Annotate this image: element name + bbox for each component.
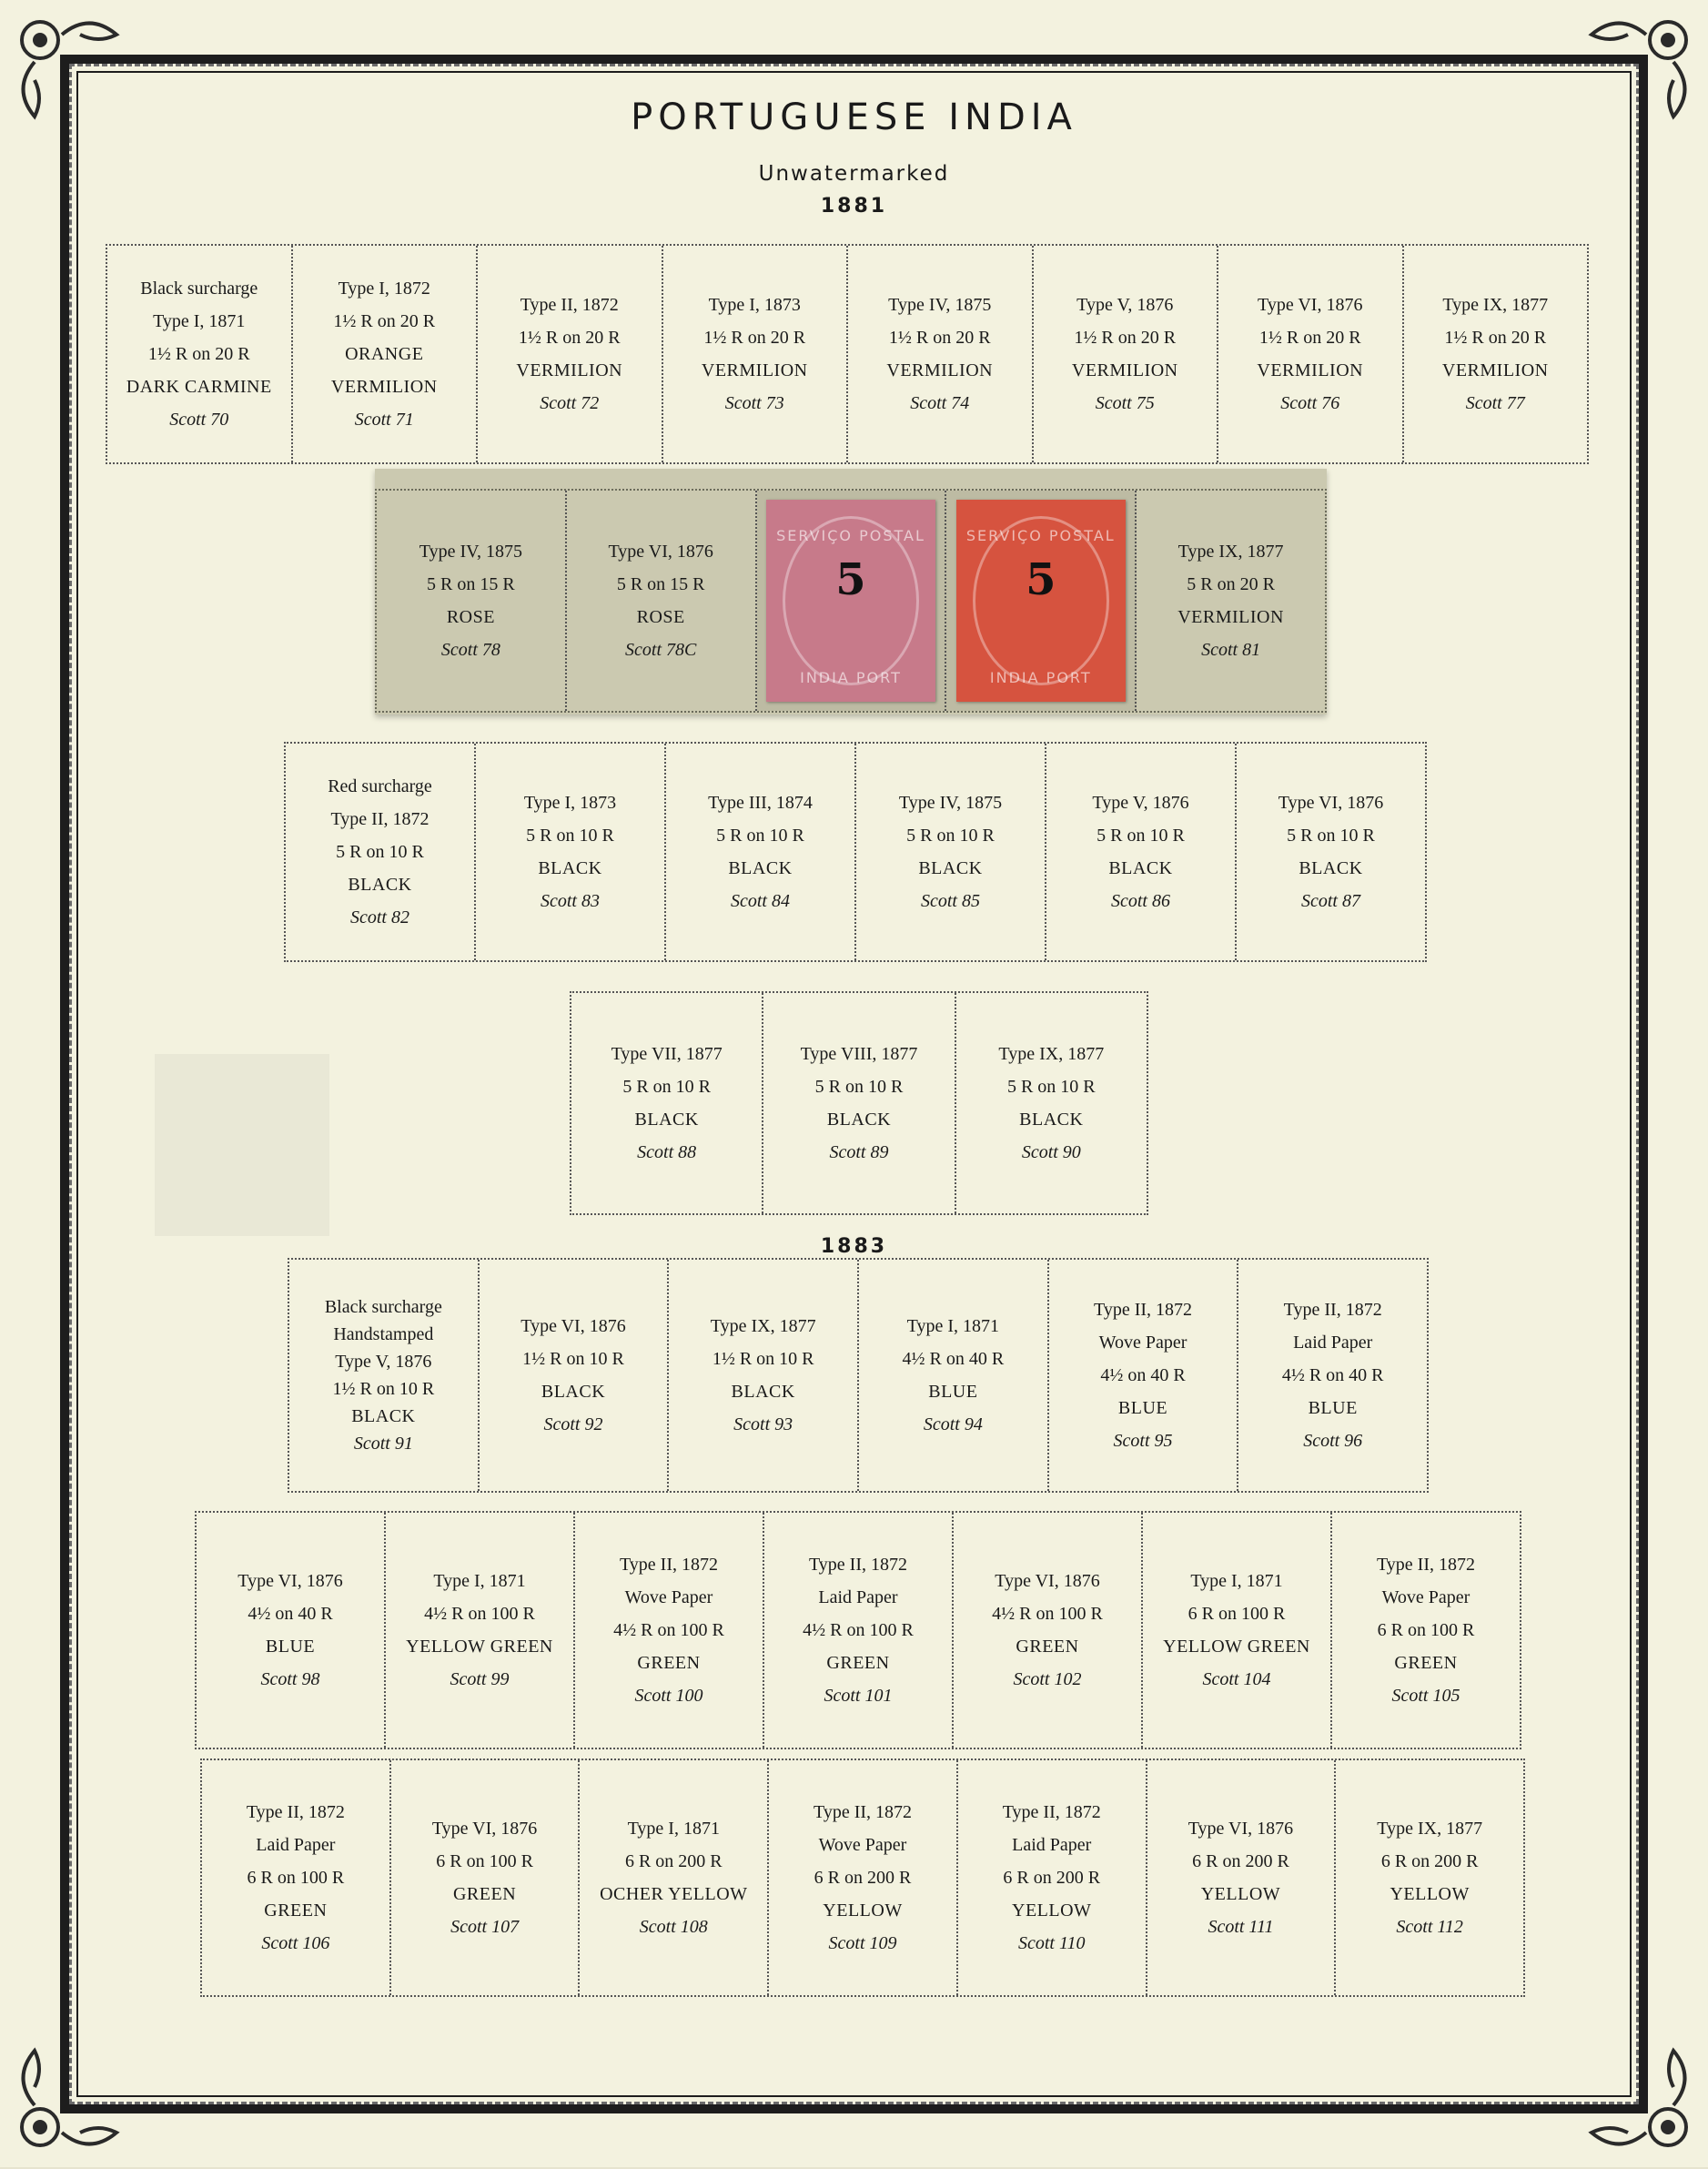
stamp-space bbox=[575, 1513, 764, 1748]
scott-number: Scott 85 bbox=[921, 891, 980, 911]
stamp-description-line: Type I, 1871 bbox=[433, 1571, 526, 1591]
stamp-color-label: BLUE bbox=[265, 1637, 316, 1657]
stamp-image bbox=[956, 500, 1126, 702]
stamp-color-label: BLACK bbox=[918, 858, 983, 878]
stamp-description-line: Type V, 1876 bbox=[335, 1352, 432, 1372]
stamp-description-line: 4½ R on 100 R bbox=[992, 1604, 1103, 1624]
stamp-description-line: Type IX, 1877 bbox=[710, 1316, 816, 1336]
stamp-space bbox=[663, 246, 849, 462]
stamp-description-line: 1½ R on 10 R bbox=[712, 1349, 814, 1369]
scott-number: Scott 104 bbox=[1202, 1669, 1271, 1689]
scott-number: Scott 72 bbox=[540, 393, 600, 413]
stamp-color-label: BLACK bbox=[826, 1110, 892, 1130]
stamp-description-line: 1½ R on 20 R bbox=[147, 344, 250, 364]
stamp-color-label: GREEN bbox=[264, 1900, 328, 1921]
stamp-row-1883-a bbox=[288, 1258, 1429, 1493]
stamp-description-line: Wove Paper bbox=[624, 1587, 713, 1607]
scott-number: Scott 88 bbox=[637, 1142, 697, 1162]
stamp-description-line: Type IX, 1877 bbox=[998, 1044, 1105, 1064]
scott-number: Scott 106 bbox=[261, 1933, 330, 1953]
stamp-color-label: GREEN bbox=[637, 1653, 701, 1673]
stamp-space bbox=[1143, 1513, 1332, 1748]
scott-number: Scott 98 bbox=[260, 1669, 320, 1689]
stamp-description-line: 5 R on 10 R bbox=[1287, 826, 1375, 846]
stamp-space bbox=[848, 246, 1034, 462]
stamp-space bbox=[293, 246, 479, 462]
stamp-color-label: BLACK bbox=[1108, 858, 1173, 878]
stamp-description-line: Type VI, 1876 bbox=[608, 542, 713, 562]
stamp-color-label: VERMILION bbox=[701, 360, 808, 380]
stamp-description-line: Type II, 1872 bbox=[814, 1802, 913, 1822]
stamp-description-line: 4½ R on 40 R bbox=[902, 1349, 1005, 1369]
stamp-color-label: GREEN bbox=[826, 1653, 890, 1673]
stamp-surcharge-value: 5 bbox=[1026, 554, 1056, 605]
stamp-description-line: 6 R on 100 R bbox=[247, 1868, 345, 1888]
stamp-space bbox=[391, 1760, 581, 1995]
stamp-space bbox=[107, 246, 293, 462]
stamp-color-label: BLACK bbox=[351, 1406, 416, 1426]
stamp-description-line: 1½ R on 20 R bbox=[888, 328, 991, 348]
stamp-description-line: 5 R on 15 R bbox=[427, 574, 515, 594]
stamp-bottom-inscription: INDIA PORT bbox=[800, 669, 902, 686]
stamp-description-line: 4½ R on 100 R bbox=[803, 1620, 914, 1640]
stamp-space bbox=[1034, 246, 1219, 462]
stamp-space bbox=[666, 744, 856, 960]
stamp-space bbox=[286, 744, 476, 960]
stamp-description-line: Type I, 1872 bbox=[338, 279, 430, 299]
stamp-description-line: Type I, 1873 bbox=[708, 295, 801, 315]
scott-number: Scott 107 bbox=[450, 1917, 520, 1937]
stamp-color-label: OCHER YELLOW bbox=[600, 1884, 748, 1904]
stamp-color-label: BLACK bbox=[728, 858, 793, 878]
scott-number: Scott 93 bbox=[733, 1414, 793, 1434]
stamp-description-line: Type V, 1876 bbox=[1076, 295, 1174, 315]
stamp-description-line: 4½ R on 100 R bbox=[424, 1604, 535, 1624]
stamp-color-label: YELLOW bbox=[1390, 1884, 1470, 1904]
stamp-color-label: VERMILION bbox=[1071, 360, 1178, 380]
stamp-color-label: VERMILION bbox=[516, 360, 623, 380]
stamp-color-label: BLACK bbox=[348, 875, 412, 895]
stamp-space bbox=[197, 1513, 386, 1748]
scott-number: Scott 112 bbox=[1396, 1917, 1463, 1937]
stamp-mount-strip bbox=[375, 469, 1327, 715]
scott-number: Scott 90 bbox=[1021, 1142, 1081, 1162]
stamp-description-line: Type IX, 1877 bbox=[1377, 1819, 1483, 1839]
scott-number: Scott 84 bbox=[731, 891, 790, 911]
stamp-space bbox=[1046, 744, 1237, 960]
stamp-description-line: 5 R on 10 R bbox=[526, 826, 614, 846]
stamp-row-1881-b bbox=[375, 489, 1327, 713]
scott-number: Scott 94 bbox=[923, 1414, 983, 1434]
stamp-space bbox=[571, 993, 763, 1213]
stamp-space bbox=[386, 1513, 575, 1748]
stamp-description-line: 6 R on 200 R bbox=[1192, 1851, 1289, 1871]
stamp-description-line: Type VI, 1876 bbox=[431, 1819, 538, 1839]
stamp-description-line: Type II, 1872 bbox=[1094, 1300, 1193, 1320]
scott-number: Scott 83 bbox=[541, 891, 600, 911]
stamp-description-line: Type II, 1872 bbox=[619, 1555, 719, 1575]
stamp-description-line: Type VI, 1876 bbox=[995, 1571, 1100, 1591]
stamp-description-line: Handstamped bbox=[333, 1324, 434, 1344]
stamp-space bbox=[202, 1760, 391, 1995]
stamp-space bbox=[956, 993, 1147, 1213]
scott-number: Scott 71 bbox=[354, 410, 414, 430]
stamp-space bbox=[580, 1760, 769, 1995]
stamp-description-line: 6 R on 200 R bbox=[1380, 1851, 1479, 1871]
stamp-description-line: 1½ R on 20 R bbox=[703, 328, 806, 348]
stamp-space bbox=[567, 491, 757, 711]
stamp-color-label: BLACK bbox=[1019, 1110, 1084, 1130]
stamp-description-line: Type I, 1871 bbox=[627, 1819, 720, 1839]
stamp-row-1883-c bbox=[200, 1759, 1525, 1997]
stamp-description-line: 6 R on 200 R bbox=[624, 1851, 723, 1871]
scott-number: Scott 73 bbox=[724, 393, 784, 413]
stamp-description-line: Type IV, 1875 bbox=[888, 295, 992, 315]
stamp-description-line: Laid Paper bbox=[818, 1587, 898, 1607]
stamp-row-1881-a bbox=[106, 244, 1589, 464]
scott-number: Scott 78C bbox=[625, 640, 697, 660]
stamp-space bbox=[954, 1513, 1143, 1748]
stamp-color-label: BLACK bbox=[634, 1110, 699, 1130]
stamp-space bbox=[1336, 1760, 1523, 1995]
stamp-color-label: ROSE bbox=[446, 607, 495, 627]
stamp-description-line: Type I, 1871 bbox=[1190, 1571, 1283, 1591]
scott-number: Scott 95 bbox=[1113, 1431, 1173, 1451]
year-heading-1881: 1881 bbox=[820, 195, 888, 218]
stamp-color-label: GREEN bbox=[1394, 1653, 1458, 1673]
stamp-space bbox=[476, 744, 666, 960]
scott-number: Scott 92 bbox=[543, 1414, 603, 1434]
stamp-color-label: YELLOW GREEN bbox=[1163, 1637, 1310, 1657]
scott-number: Scott 100 bbox=[634, 1686, 703, 1706]
stamp-space bbox=[1237, 744, 1425, 960]
stamp-description-line: Red surcharge bbox=[328, 776, 432, 796]
stamp-color-label: BLUE bbox=[928, 1382, 978, 1402]
scott-number: Scott 86 bbox=[1111, 891, 1170, 911]
stamp-color-label: VERMILION bbox=[1177, 607, 1284, 627]
year-heading-1883: 1883 bbox=[820, 1235, 888, 1258]
scott-number: Scott 75 bbox=[1095, 393, 1155, 413]
stamp-description-line: Type I, 1873 bbox=[523, 793, 617, 813]
stamp-row-1883-b bbox=[195, 1511, 1521, 1749]
stamp-description-line: Type IV, 1875 bbox=[898, 793, 1003, 813]
page-title: PORTUGUESE INDIA bbox=[631, 96, 1077, 138]
scott-number: Scott 101 bbox=[824, 1686, 893, 1706]
mounted-stamp-space bbox=[757, 491, 947, 711]
stamp-color-label: ORANGE VERMILION bbox=[330, 344, 438, 397]
stamp-description-line: 5 R on 10 R bbox=[1006, 1077, 1096, 1097]
stamp-description-line: Wove Paper bbox=[818, 1835, 907, 1855]
stamp-description-line: 5 R on 15 R bbox=[616, 574, 705, 594]
stamp-description-line: Type II, 1872 bbox=[1376, 1555, 1476, 1575]
stamp-description-line: 4½ R on 40 R bbox=[1281, 1365, 1384, 1385]
stamp-color-label: YELLOW bbox=[1200, 1884, 1281, 1904]
stamp-description-line: Type V, 1876 bbox=[1092, 793, 1189, 813]
scott-number: Scott 96 bbox=[1303, 1431, 1363, 1451]
stamp-description-line: Type IX, 1877 bbox=[1177, 542, 1284, 562]
scott-number: Scott 89 bbox=[829, 1142, 889, 1162]
stamp-description-line: Type II, 1872 bbox=[808, 1555, 908, 1575]
stamp-description-line: Type VII, 1877 bbox=[611, 1044, 723, 1064]
scott-number: Scott 99 bbox=[450, 1669, 510, 1689]
stamp-color-label: VERMILION bbox=[886, 360, 994, 380]
stamp-top-inscription: SERVIÇO POSTAL bbox=[776, 527, 925, 544]
scott-number: Scott 82 bbox=[350, 907, 409, 927]
stamp-description-line: 5 R on 10 R bbox=[716, 826, 804, 846]
stamp-description-line: 6 R on 200 R bbox=[1003, 1868, 1101, 1888]
scott-number: Scott 74 bbox=[910, 393, 970, 413]
stamp-color-label: VERMILION bbox=[1441, 360, 1549, 380]
stamp-color-label: YELLOW GREEN bbox=[406, 1637, 553, 1657]
stamp-description-line: 1½ R on 20 R bbox=[518, 328, 621, 348]
stamp-space bbox=[480, 1260, 670, 1491]
stamp-space bbox=[856, 744, 1046, 960]
stamp-color-label: BLACK bbox=[541, 1382, 606, 1402]
stamp-space bbox=[1147, 1760, 1337, 1995]
scott-number: Scott 77 bbox=[1465, 393, 1525, 413]
stamp-space bbox=[1137, 491, 1325, 711]
stamp-color-label: VERMILION bbox=[1257, 360, 1364, 380]
scott-number: Scott 110 bbox=[1017, 1933, 1086, 1953]
stamp-space bbox=[1238, 1260, 1427, 1491]
scott-number: Scott 108 bbox=[639, 1917, 708, 1937]
stamp-description-line: 1½ R on 20 R bbox=[333, 311, 436, 331]
stamp-image bbox=[766, 500, 935, 702]
stamp-description-line: Type I, 1871 bbox=[153, 311, 246, 331]
stamp-space bbox=[478, 246, 663, 462]
scott-number: Scott 81 bbox=[1201, 640, 1261, 660]
scott-number: Scott 70 bbox=[169, 410, 229, 430]
scott-number: Scott 109 bbox=[828, 1933, 897, 1953]
stamp-description-line: 4½ R on 100 R bbox=[613, 1620, 724, 1640]
stamp-color-label: BLACK bbox=[731, 1382, 795, 1402]
stamp-description-line: 6 R on 100 R bbox=[1377, 1620, 1475, 1640]
stamp-space bbox=[1332, 1513, 1520, 1748]
stamp-description-line: 5 R on 10 R bbox=[622, 1077, 711, 1097]
scott-number: Scott 87 bbox=[1301, 891, 1360, 911]
stamp-description-line: Type VI, 1876 bbox=[238, 1571, 343, 1591]
mounted-stamp-space bbox=[946, 491, 1137, 711]
stamp-color-label: YELLOW bbox=[823, 1900, 903, 1921]
scott-number: Scott 91 bbox=[353, 1434, 413, 1454]
stamp-description-line: 1½ R on 20 R bbox=[1444, 328, 1547, 348]
stamp-description-line: Type I, 1871 bbox=[906, 1316, 1000, 1336]
stamp-space bbox=[669, 1260, 859, 1491]
stamp-bottom-inscription: INDIA PORT bbox=[989, 669, 1092, 686]
stamp-space bbox=[859, 1260, 1049, 1491]
stamp-description-line: 5 R on 10 R bbox=[1097, 826, 1185, 846]
stamp-description-line: Type VI, 1876 bbox=[1278, 793, 1384, 813]
stamp-space bbox=[763, 993, 955, 1213]
stamp-description-line: Type IX, 1877 bbox=[1442, 295, 1549, 315]
corner-ornament-bottom-left bbox=[7, 2032, 135, 2160]
corner-ornament-bottom-right bbox=[1573, 2032, 1701, 2160]
faint-mount-shadow bbox=[155, 1054, 329, 1236]
stamp-space bbox=[1218, 246, 1404, 462]
scott-number: Scott 105 bbox=[1391, 1686, 1460, 1706]
stamp-color-label: GREEN bbox=[1016, 1637, 1079, 1657]
stamp-description-line: 1½ R on 10 R bbox=[522, 1349, 624, 1369]
stamp-description-line: 6 R on 200 R bbox=[814, 1868, 912, 1888]
stamp-description-line: Type III, 1874 bbox=[708, 793, 813, 813]
scott-number: Scott 111 bbox=[1208, 1917, 1274, 1937]
stamp-description-line: 6 R on 100 R bbox=[1188, 1604, 1286, 1624]
stamp-space bbox=[1404, 246, 1588, 462]
stamp-space bbox=[1049, 1260, 1239, 1491]
stamp-description-line: Wove Paper bbox=[1098, 1333, 1188, 1353]
stamp-color-label: YELLOW bbox=[1012, 1900, 1092, 1921]
stamp-description-line: Wove Paper bbox=[1381, 1587, 1470, 1607]
stamp-description-line: Black surcharge bbox=[140, 279, 258, 299]
stamp-description-line: 1½ R on 20 R bbox=[1074, 328, 1177, 348]
stamp-row-1881-c bbox=[284, 742, 1427, 962]
stamp-description-line: Type II, 1872 bbox=[1283, 1300, 1382, 1320]
stamp-description-line: Type VI, 1876 bbox=[1258, 295, 1363, 315]
stamp-surcharge-value: 5 bbox=[835, 554, 866, 605]
stamp-space bbox=[764, 1513, 954, 1748]
stamp-space bbox=[769, 1760, 958, 1995]
scott-number: Scott 78 bbox=[440, 640, 500, 660]
scott-number: Scott 76 bbox=[1280, 393, 1340, 413]
stamp-space bbox=[958, 1760, 1147, 1995]
stamp-description-line: 4½ on 40 R bbox=[248, 1604, 333, 1624]
stamp-color-label: BLACK bbox=[538, 858, 602, 878]
scott-number: Scott 102 bbox=[1013, 1669, 1082, 1689]
stamp-color-label: BLACK bbox=[1299, 858, 1363, 878]
stamp-description-line: Type VI, 1876 bbox=[1188, 1819, 1294, 1839]
stamp-description-line: Laid Paper bbox=[256, 1835, 336, 1855]
stamp-description-line: Type VI, 1876 bbox=[520, 1316, 626, 1336]
stamp-color-label: ROSE bbox=[636, 607, 685, 627]
stamp-color-label: BLUE bbox=[1308, 1398, 1358, 1418]
stamp-description-line: 5 R on 10 R bbox=[814, 1077, 904, 1097]
stamp-description-line: Type II, 1872 bbox=[520, 295, 619, 315]
stamp-top-inscription: SERVIÇO POSTAL bbox=[965, 527, 1116, 544]
stamp-description-line: Type IV, 1875 bbox=[419, 542, 523, 562]
stamp-description-line: 5 R on 20 R bbox=[1187, 574, 1275, 594]
stamp-description-line: Black surcharge bbox=[324, 1297, 442, 1317]
stamp-description-line: 5 R on 10 R bbox=[906, 826, 995, 846]
stamp-description-line: 1½ R on 20 R bbox=[1258, 328, 1361, 348]
stamp-description-line: 5 R on 10 R bbox=[336, 842, 424, 862]
stamp-color-label: DARK CARMINE bbox=[126, 377, 272, 397]
stamp-description-line: 6 R on 100 R bbox=[436, 1851, 533, 1871]
stamp-description-line: 1½ R on 10 R bbox=[332, 1379, 435, 1399]
stamp-space bbox=[289, 1260, 480, 1491]
stamp-description-line: Type VIII, 1877 bbox=[800, 1044, 918, 1064]
stamp-description-line: Laid Paper bbox=[1012, 1835, 1092, 1855]
stamp-color-label: GREEN bbox=[452, 1884, 517, 1904]
stamp-row-1881-d bbox=[570, 991, 1148, 1215]
stamp-description-line: Type II, 1872 bbox=[330, 809, 430, 829]
stamp-description-line: Type II, 1872 bbox=[1002, 1802, 1101, 1822]
stamp-space bbox=[377, 491, 567, 711]
page-subtitle: Unwatermarked bbox=[758, 162, 950, 186]
stamp-description-line: Type II, 1872 bbox=[246, 1802, 345, 1822]
stamp-description-line: 4½ on 40 R bbox=[1100, 1365, 1186, 1385]
stamp-description-line: Laid Paper bbox=[1293, 1333, 1373, 1353]
stamp-color-label: BLUE bbox=[1117, 1398, 1168, 1418]
